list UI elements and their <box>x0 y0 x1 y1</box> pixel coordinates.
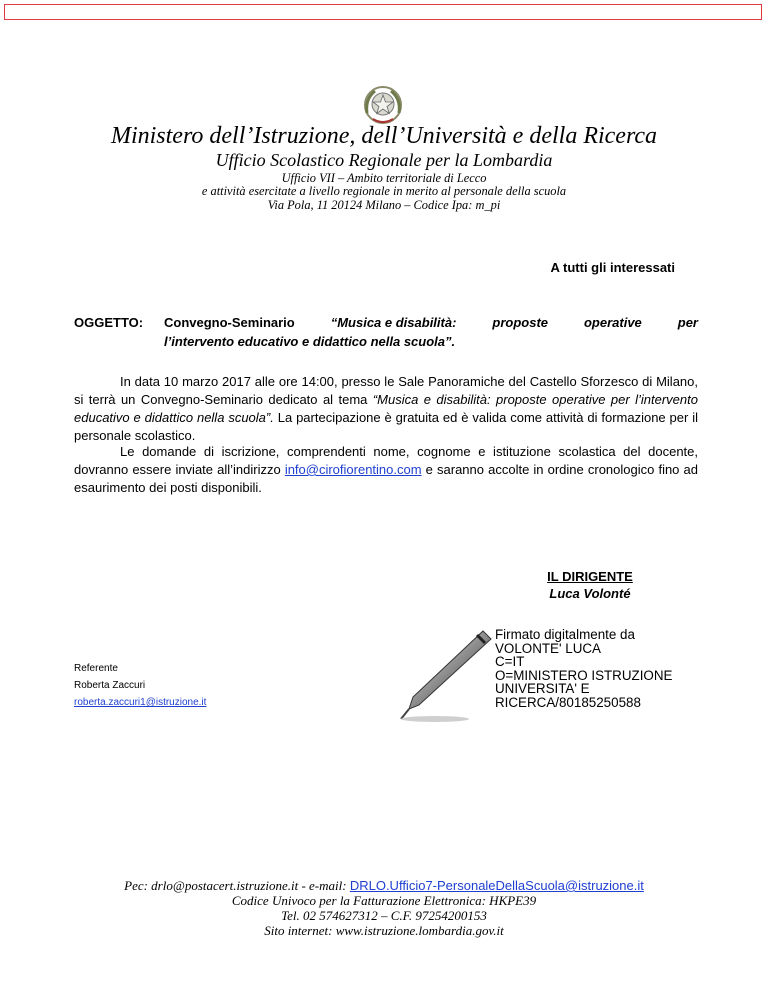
footer-billing-code: Codice Univoco per la Fatturazione Elettronica: HKPE39 <box>231 893 537 908</box>
subject-word-2: operative <box>583 315 642 330</box>
paragraph-event <box>74 373 698 445</box>
digital-signature-line: C=IT <box>495 654 525 669</box>
referent-block <box>74 660 206 711</box>
digital-signature-line: O=MINISTERO ISTRUZIONE <box>495 667 673 683</box>
paragraph-event-text: In data 10 marzo 2017 alle ore 14:00, presso le Sale Panoramiche del Castello Sforzesco di Milano, si terrà un Convegno-Seminario dedicato al tema <box>74 374 698 407</box>
footer-email-link[interactable]: DRLO.Ufficio7-PersonaleDellaScuola@istruzione.it <box>349 878 644 893</box>
footer-contacts <box>0 878 768 893</box>
digital-signature-line: UNIVERSITA' E <box>495 681 590 696</box>
address-line: Via Pola, 11 20124 Milano – Codice Ipa: m_pi <box>267 198 501 212</box>
republic-emblem-icon <box>361 83 405 127</box>
office-title: Ufficio Scolastico Regionale per la Lombardia <box>215 150 553 170</box>
footer-website: Sito internet: www.istruzione.lombardia.gov.it <box>264 923 504 938</box>
digital-signature-block <box>495 628 672 709</box>
unit-line: Ufficio VII – Ambito territoriale di Lecco <box>281 171 487 185</box>
subject-label: OGGETTO: <box>74 315 144 330</box>
paragraph-registration-text: Le domande di iscrizione, comprendenti nome, cognome e istituzione scolastica del docente, dovranno essere inviate all’indirizzo <box>74 444 698 477</box>
pen-icon <box>395 625 495 725</box>
activity-line: e attività esercitate a livello regionale in merito al personale della scuola <box>201 184 567 198</box>
paragraph-event-theme: “Musica e disabilità: proposte operative per l’intervento educativo e didattico nella scuola”. <box>74 392 698 425</box>
subject-title-part1: “Musica e disabilità: <box>330 315 457 330</box>
referent-name: Roberta Zaccuri <box>74 680 146 691</box>
paragraph-event-text-2: La partecipazione è gratuita ed è valida come attività di formazione per il personale scolastico. <box>74 410 698 443</box>
subject-word-1: proposte <box>492 315 549 330</box>
paragraph-registration-text-2: e saranno accolte in ordine cronologico fino ad esaurimento dei posti disponibili. <box>74 462 698 495</box>
referent-email-link[interactable]: roberta.zaccuri1@istruzione.it <box>74 697 207 708</box>
ministry-title: Ministero dell’Istruzione, dell’Università e della Ricerca <box>110 123 658 149</box>
digital-signature-line: VOLONTE' LUCA <box>495 640 601 656</box>
top-frame <box>4 4 762 20</box>
footer-tel: Tel. 02 574627312 – C.F. 97254200153 <box>281 908 487 923</box>
referent-label: Referente <box>74 663 118 674</box>
footer-pec: Pec: drlo@postacert.istruzione.it - e-mail: <box>124 878 350 893</box>
director-title: IL DIRIGENTE <box>547 569 633 584</box>
subject-title-part2: l’intervento educativo e didattico nella scuola”. <box>164 334 456 349</box>
recipient-line: A tutti gli interessati <box>550 260 675 275</box>
digital-signature-line: RICERCA/80185250588 <box>495 694 641 710</box>
digital-signature-line: Firmato digitalmente da <box>495 627 635 642</box>
subject-prefix: Convegno-Seminario <box>164 315 295 330</box>
subject-word-3: per <box>677 315 698 330</box>
paragraph-registration <box>74 443 698 497</box>
registration-email-link[interactable]: info@cirofiorentino.com <box>284 462 422 477</box>
subject-block <box>74 313 698 351</box>
director-name: Luca Volonté <box>549 586 631 601</box>
